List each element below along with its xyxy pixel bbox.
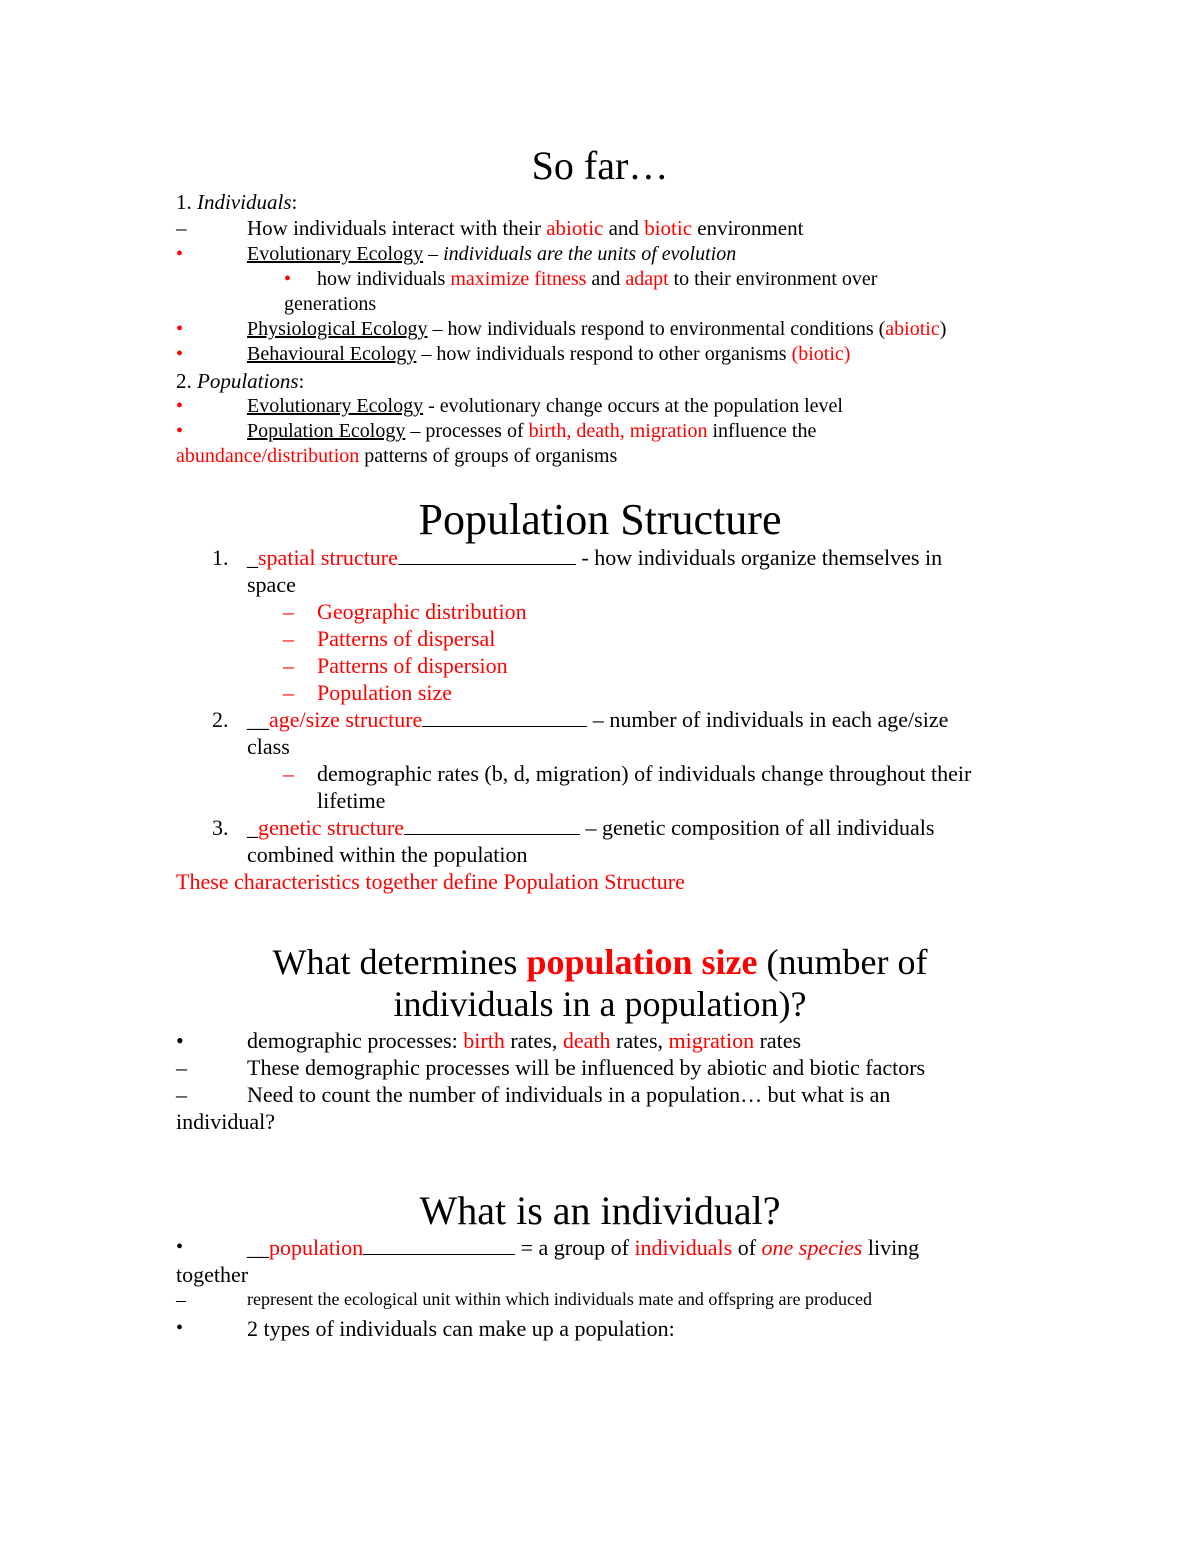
- two-types-line: 2 types of individuals can make up a population:: [247, 1316, 675, 1341]
- text-run: - how individuals organize themselves in: [575, 545, 943, 570]
- answer-population: population: [269, 1235, 364, 1260]
- factors-line: These demographic processes will be influenced by abiotic and biotic factors: [247, 1055, 926, 1080]
- highlight-processes: birth, death, migration: [528, 420, 708, 442]
- answer-blank-line: [398, 547, 576, 565]
- item-number: 1.: [176, 190, 192, 214]
- term-description: - evolutionary change occurs at the population level: [423, 395, 843, 417]
- highlight-individuals: individuals: [634, 1235, 733, 1260]
- bullet-marker: •: [176, 1236, 184, 1258]
- age-size-structure-line-cont: class: [247, 734, 290, 759]
- blank-prefix: _: [247, 545, 258, 570]
- highlight-biotic: biotic: [644, 216, 693, 240]
- highlight-one-species: one species: [761, 1235, 863, 1260]
- bullet-marker: •: [176, 395, 184, 417]
- item-label: Individuals: [197, 190, 292, 214]
- sub-demographic-rates: demographic rates (b, d, migration) of individuals change throughout their: [317, 761, 972, 786]
- dash-marker: –: [283, 653, 294, 678]
- highlight-death: death: [562, 1028, 611, 1053]
- text-run: patterns of groups of organisms: [359, 445, 618, 467]
- answer-blank-line: [363, 1237, 515, 1255]
- sub-geographic-distribution: Geographic distribution: [317, 599, 527, 624]
- text-run: – how individuals respond to other organisms: [416, 343, 792, 365]
- list-number: 3.: [212, 815, 229, 840]
- section-title-population-structure: Population Structure: [418, 495, 782, 544]
- highlight-migration: migration: [668, 1028, 755, 1053]
- bullet-marker: •: [176, 1028, 184, 1053]
- dash-marker: –: [176, 1289, 186, 1311]
- count-individuals-line: Need to count the number of individuals in a population… but what is an: [247, 1082, 891, 1107]
- blank-prefix: __: [247, 707, 269, 732]
- dash-marker: –: [283, 599, 294, 624]
- dash-marker: –: [176, 1055, 187, 1080]
- text-run: how individuals: [317, 268, 451, 290]
- age-size-structure-line: [247, 707, 948, 732]
- item-label: Populations: [197, 369, 299, 393]
- term-description: individuals are the units of evolution: [443, 243, 737, 265]
- highlight-abiotic: abiotic: [546, 216, 604, 240]
- title-highlight-population-size: population size: [526, 942, 758, 982]
- text-run: environment: [692, 216, 804, 240]
- text-run: – number of individuals in each age/size: [587, 707, 949, 732]
- behavioural-ecology-line: [247, 343, 850, 366]
- population-ecology-line-cont: [176, 445, 617, 468]
- section-title-so-far: So far…: [531, 143, 669, 188]
- text-run: rates,: [610, 1028, 669, 1053]
- text-run: = a group of: [515, 1235, 635, 1260]
- list-number: 2.: [212, 707, 229, 732]
- bullet-marker: •: [176, 243, 184, 265]
- colon: :: [298, 369, 305, 393]
- text-run: to their environment over: [668, 268, 878, 290]
- title-run: (number of: [757, 942, 928, 982]
- answer-genetic-structure: genetic structure: [258, 815, 404, 840]
- population-structure-summary: These characteristics together define Population Structure: [176, 869, 685, 894]
- bullet-marker: •: [176, 1317, 184, 1339]
- text-run: – processes of: [405, 420, 529, 442]
- dash-marker: –: [176, 216, 187, 240]
- sub-demographic-rates-cont: lifetime: [317, 788, 386, 813]
- genetic-structure-line: [247, 815, 934, 840]
- answer-spatial-structure: spatial structure: [258, 545, 398, 570]
- title-run: What determines: [272, 942, 527, 982]
- demographic-processes-line: [247, 1028, 801, 1053]
- text-run: rates,: [504, 1028, 563, 1053]
- colon: :: [291, 190, 298, 214]
- highlight-abundance: abundance/distribution: [176, 445, 360, 467]
- evolutionary-ecology-2-line: [247, 395, 843, 418]
- highlight-abiotic: abiotic: [885, 318, 940, 340]
- bullet-marker: •: [176, 420, 184, 442]
- bullet-marker: •: [176, 318, 184, 340]
- item-populations: [176, 369, 304, 393]
- individuals-line: [247, 216, 803, 240]
- sub-patterns-dispersal: Patterns of dispersal: [317, 626, 496, 651]
- text-run: –: [423, 243, 444, 265]
- blank-prefix: _: [247, 815, 258, 840]
- answer-age-size-structure: age/size structure: [269, 707, 423, 732]
- genetic-structure-line-cont: combined within the population: [247, 842, 528, 867]
- answer-blank-line: [422, 709, 587, 727]
- ecological-unit-line: represent the ecological unit within which individuals mate and offspring are produced: [247, 1289, 872, 1309]
- population-definition-line-cont: together: [176, 1262, 249, 1287]
- text-run: – how individuals respond to environmental conditions (: [427, 318, 886, 340]
- text-run: and: [586, 268, 626, 290]
- spatial-structure-line-cont: space: [247, 572, 296, 597]
- text-run: rates: [754, 1028, 802, 1053]
- highlight-biotic: (biotic): [791, 343, 851, 365]
- section-title-population-size-line2: individuals in a population)?: [393, 984, 807, 1024]
- section-title-population-size: [0, 941, 1200, 983]
- evolutionary-ecology-line: [247, 243, 736, 266]
- term-population-ecology: Population Ecology: [247, 420, 406, 442]
- text-run: and: [603, 216, 645, 240]
- text-run: How individuals interact with their: [247, 216, 547, 240]
- dash-marker: –: [283, 680, 294, 705]
- answer-blank-line: [404, 817, 580, 835]
- list-number: 1.: [212, 545, 229, 570]
- fitness-line: [317, 268, 877, 291]
- text-run: demographic processes:: [247, 1028, 464, 1053]
- text-run: influence the: [707, 420, 817, 442]
- section-title-what-is-individual: What is an individual?: [419, 1188, 781, 1233]
- text-run: of: [732, 1235, 762, 1260]
- population-definition-line: [247, 1235, 919, 1260]
- highlight-maximize-fitness: maximize fitness: [450, 268, 587, 290]
- bullet-marker: •: [176, 343, 184, 365]
- term-behavioural-ecology: Behavioural Ecology: [247, 343, 417, 365]
- term-physiological-ecology: Physiological Ecology: [247, 318, 428, 340]
- item-individuals: [176, 190, 297, 214]
- fitness-line-cont: generations: [284, 293, 377, 315]
- highlight-birth: birth: [463, 1028, 505, 1053]
- spatial-structure-line: [247, 545, 942, 570]
- count-individuals-line-cont: individual?: [176, 1109, 275, 1134]
- dash-marker: –: [283, 626, 294, 651]
- text-run: living: [862, 1235, 920, 1260]
- item-number: 2.: [176, 369, 192, 393]
- sub-population-size: Population size: [317, 680, 453, 705]
- term-evolutionary-ecology: Evolutionary Ecology: [247, 243, 424, 265]
- term-evolutionary-ecology: Evolutionary Ecology: [247, 395, 424, 417]
- text-run: ): [939, 318, 947, 340]
- blank-prefix: __: [247, 1235, 269, 1260]
- physiological-ecology-line: [247, 318, 946, 341]
- dash-marker: –: [176, 1082, 187, 1107]
- population-ecology-line: [247, 420, 816, 443]
- text-run: – genetic composition of all individuals: [580, 815, 935, 840]
- dash-marker: –: [283, 761, 294, 786]
- bullet-marker: •: [284, 268, 292, 290]
- highlight-adapt: adapt: [625, 268, 669, 290]
- sub-patterns-dispersion: Patterns of dispersion: [317, 653, 508, 678]
